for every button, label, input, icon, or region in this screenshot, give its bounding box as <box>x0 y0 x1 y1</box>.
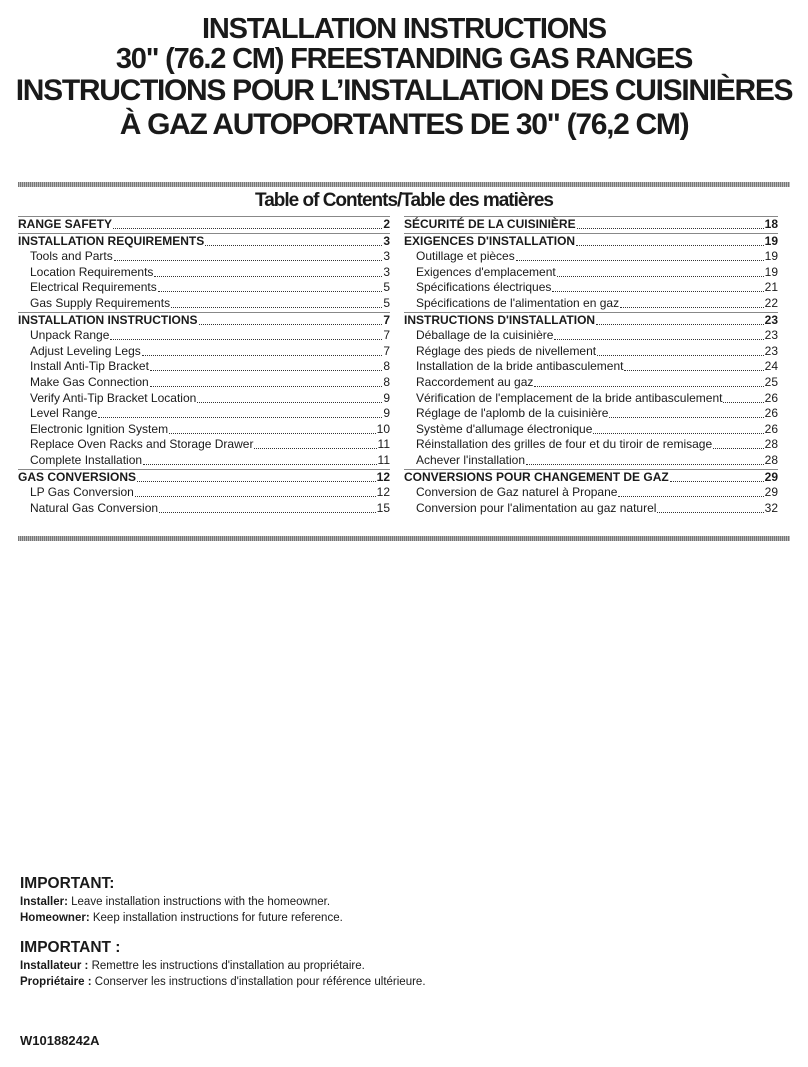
toc-dot-leader <box>158 280 383 292</box>
homeowner-text: Keep installation instructions for future reference. <box>89 912 343 924</box>
toc-dot-leader <box>171 296 382 308</box>
important-notice-english <box>20 874 343 926</box>
toc-entry-label: Level Range <box>30 406 98 421</box>
toc-subsection-entry <box>18 406 390 422</box>
toc-entry-label: Adjust Leveling Legs <box>30 343 141 358</box>
toc-dot-leader <box>713 437 763 449</box>
toc-subsection-entry <box>404 265 778 281</box>
toc-dot-leader <box>137 470 376 482</box>
toc-subsection-entry <box>404 359 778 375</box>
toc-entry-label: Location Requirements <box>30 264 154 279</box>
toc-entry-label: Electrical Requirements <box>30 280 157 295</box>
homeowner-note <box>20 910 343 926</box>
toc-page-number: 10 <box>376 421 390 436</box>
toc-section-entry <box>18 469 390 486</box>
toc-subsection-entry <box>404 406 778 422</box>
toc-column-french <box>404 216 778 516</box>
toc-page-number: 28 <box>764 437 778 452</box>
toc-page-number: 8 <box>383 359 390 374</box>
toc-subsection-entry <box>404 375 778 391</box>
toc-dot-leader <box>205 234 382 246</box>
bottom-divider <box>18 536 790 541</box>
toc-subsection-entry <box>18 391 390 407</box>
important-notice-french <box>20 938 426 990</box>
toc-entry-label: LP Gas Conversion <box>30 485 134 500</box>
toc-entry-label: Tools and Parts <box>30 249 113 264</box>
toc-entry-label: Achever l'installation <box>416 452 526 467</box>
toc-page-number: 2 <box>383 217 390 231</box>
toc-page-number: 26 <box>764 390 778 405</box>
toc-entry-label: CONVERSIONS POUR CHANGEMENT DE GAZ <box>404 469 669 484</box>
toc-dot-leader <box>620 296 764 308</box>
toc-page-number: 7 <box>383 343 390 358</box>
toc-section-entry <box>18 233 390 250</box>
toc-subsection-entry <box>404 422 778 438</box>
toc-subsection-entry <box>18 422 390 438</box>
toc-page-number: 3 <box>383 249 390 264</box>
toc-entry-label: Electronic Ignition System <box>30 421 169 436</box>
homeowner-label: Homeowner: <box>20 912 90 924</box>
toc-subsection-entry <box>404 328 778 344</box>
installer-note <box>20 894 343 910</box>
toc-page-number: 29 <box>764 469 778 484</box>
toc-entry-label: Spécifications de l'alimentation en gaz <box>416 295 620 310</box>
toc-page-number: 25 <box>764 374 778 389</box>
document-id: W10188242A <box>20 1033 100 1048</box>
toc-subsection-entry <box>404 391 778 407</box>
toc-entry-label: Exigences d'emplacement <box>416 264 556 279</box>
toc-page-number: 22 <box>764 295 778 310</box>
toc-page-number: 19 <box>764 264 778 279</box>
toc-dot-leader <box>199 313 383 325</box>
toc-page-number: 18 <box>764 217 778 231</box>
toc-subsection-entry <box>18 280 390 296</box>
toc-entry-label: Verify Anti-Tip Bracket Location <box>30 390 197 405</box>
toc-dot-leader <box>113 217 382 229</box>
toc-entry-label: Réglage de l'aplomb de la cuisinière <box>416 406 609 421</box>
installer-text: Leave installation instructions with the homeowner. <box>67 896 331 908</box>
toc-section-entry <box>404 216 778 233</box>
toc-entry-label: INSTRUCTIONS D'INSTALLATION <box>404 312 596 327</box>
toc-entry-label: Réinstallation des grilles de four et du tiroir de remisage <box>416 437 713 452</box>
toc-dot-leader <box>143 453 376 465</box>
toc-entry-label: Complete Installation <box>30 452 143 467</box>
toc-subsection-entry <box>18 265 390 281</box>
toc-entry-label: Replace Oven Racks and Storage Drawer <box>30 437 254 452</box>
toc-page-number: 9 <box>383 390 390 405</box>
toc-dot-leader <box>618 485 763 497</box>
installateur-note <box>20 958 426 974</box>
toc-section-entry <box>18 312 390 329</box>
toc-dot-leader <box>98 406 382 418</box>
toc-page-number: 5 <box>383 280 390 295</box>
toc-page-number: 3 <box>383 264 390 279</box>
toc-page-number: 12 <box>376 469 390 484</box>
toc-entry-label: Vérification de l'emplacement de la bride antibasculement <box>416 390 723 405</box>
toc-dot-leader <box>114 249 383 261</box>
toc-subsection-entry <box>18 249 390 265</box>
toc-dot-leader <box>150 375 383 387</box>
toc-dot-leader <box>596 313 764 325</box>
toc-entry-label: INSTALLATION INSTRUCTIONS <box>18 312 198 327</box>
toc-entry-label: Gas Supply Requirements <box>30 295 171 310</box>
toc-dot-leader <box>554 328 763 340</box>
toc-subsection-entry <box>18 437 390 453</box>
toc-section-entry <box>404 312 778 329</box>
toc-subsection-entry <box>404 296 778 312</box>
toc-entry-label: Install Anti-Tip Bracket <box>30 359 149 374</box>
toc-subsection-entry <box>18 344 390 360</box>
toc-subsection-entry <box>18 501 390 517</box>
toc-dot-leader <box>577 217 764 229</box>
toc-page-number: 12 <box>376 485 390 500</box>
toc-dot-leader <box>154 265 382 277</box>
top-divider <box>18 182 790 187</box>
toc-section-entry <box>404 469 778 486</box>
toc-page-number: 28 <box>764 452 778 467</box>
toc-page-number: 23 <box>764 343 778 358</box>
toc-entry-label: Réglage des pieds de nivellement <box>416 343 597 358</box>
toc-page-number: 26 <box>764 406 778 421</box>
proprietaire-label: Propriétaire : <box>20 976 92 988</box>
toc-entry-label: Installation de la bride antibasculement <box>416 359 624 374</box>
toc-page-number: 3 <box>383 233 390 248</box>
toc-dot-leader <box>534 375 763 387</box>
toc-dot-leader <box>110 328 382 340</box>
toc-subsection-entry <box>404 280 778 296</box>
toc-page-number: 26 <box>764 421 778 436</box>
toc-dot-leader <box>624 359 763 371</box>
toc-section-entry <box>404 233 778 250</box>
toc-subsection-entry <box>404 344 778 360</box>
title-fr-line1: INSTRUCTIONS POUR L’INSTALLATION DES CUISINIÈRES <box>15 74 793 107</box>
toc-dot-leader <box>142 344 383 356</box>
toc-dot-leader <box>516 249 764 261</box>
toc-entry-label: Raccordement au gaz <box>416 374 534 389</box>
proprietaire-text: Conserver les instructions d'installation pour référence ultérieure. <box>91 976 426 988</box>
important-heading-fr: IMPORTANT : <box>20 939 121 956</box>
toc-subsection-entry <box>404 437 778 453</box>
toc-page-number: 9 <box>383 406 390 421</box>
toc-dot-leader <box>169 422 376 434</box>
toc-page-number: 19 <box>764 249 778 264</box>
toc-entry-label: RANGE SAFETY <box>18 217 113 231</box>
toc-subsection-entry <box>18 328 390 344</box>
toc-page-number: 23 <box>764 328 778 343</box>
toc-subsection-entry <box>18 359 390 375</box>
installer-label: Installer: <box>20 896 68 908</box>
title-en-line2: 30" (76.2 CM) FREESTANDING GAS RANGES <box>115 43 693 75</box>
toc-dot-leader <box>526 453 764 465</box>
toc-subsection-entry <box>18 296 390 312</box>
toc-subsection-entry <box>18 375 390 391</box>
toc-dot-leader <box>150 359 382 371</box>
toc-dot-leader <box>609 406 763 418</box>
important-heading: IMPORTANT: <box>20 875 115 892</box>
toc-page-number: 8 <box>383 374 390 389</box>
toc-entry-label: INSTALLATION REQUIREMENTS <box>18 233 205 248</box>
toc-dot-leader <box>159 501 376 513</box>
toc-dot-leader <box>197 391 382 403</box>
document-title <box>0 14 808 142</box>
toc-entry-label: Système d'allumage électronique <box>416 421 593 436</box>
installateur-label: Installateur : <box>20 960 89 972</box>
toc-subsection-entry <box>404 453 778 469</box>
toc-subsection-entry <box>404 485 778 501</box>
toc-entry-label: Make Gas Connection <box>30 374 149 389</box>
toc-entry-label: Déballage de la cuisinière <box>416 328 554 343</box>
toc-dot-leader <box>254 437 376 449</box>
toc-dot-leader <box>670 470 764 482</box>
toc-entry-label: Spécifications électriques <box>416 280 552 295</box>
toc-page-number: 21 <box>764 280 778 295</box>
toc-entry-label: Outillage et pièces <box>416 249 515 264</box>
installateur-text: Remettre les instructions d'installation au propriétaire. <box>88 960 365 972</box>
toc-heading: Table of Contents/Table des matières <box>255 190 553 211</box>
title-en-line1: INSTALLATION INSTRUCTIONS <box>202 13 606 45</box>
proprietaire-note <box>20 974 426 990</box>
toc-page-number: 7 <box>383 312 390 327</box>
toc-page-number: 23 <box>764 312 778 327</box>
toc-page-number: 11 <box>377 437 390 452</box>
toc-subsection-entry <box>404 249 778 265</box>
toc-page-number: 32 <box>764 500 778 515</box>
toc-column-english <box>18 216 390 516</box>
toc-dot-leader <box>552 280 763 292</box>
toc-subsection-entry <box>18 485 390 501</box>
toc-page-number: 24 <box>764 359 778 374</box>
title-fr-line2: À GAZ AUTOPORTANTES DE 30" (76,2 CM) <box>119 108 689 141</box>
toc-dot-leader <box>597 344 764 356</box>
toc-dot-leader <box>576 234 764 246</box>
toc-entry-label: GAS CONVERSIONS <box>18 469 137 484</box>
toc-entry-label: Unpack Range <box>30 328 110 343</box>
toc-entry-label: Conversion pour l'alimentation au gaz naturel <box>416 500 657 515</box>
toc-page-number: 19 <box>764 233 778 248</box>
toc-page-number: 15 <box>376 500 390 515</box>
toc-dot-leader <box>657 501 763 513</box>
toc-entry-label: Conversion de Gaz naturel à Propane <box>416 485 618 500</box>
toc-dot-leader <box>135 485 376 497</box>
toc-dot-leader <box>723 391 763 403</box>
toc-entry-label: EXIGENCES D'INSTALLATION <box>404 233 576 248</box>
toc-page-number: 7 <box>383 328 390 343</box>
toc-entry-label: SÉCURITÉ DE LA CUISINIÈRE <box>404 217 576 231</box>
toc-subsection-entry <box>18 453 390 469</box>
toc-page-number: 5 <box>383 295 390 310</box>
toc-dot-leader <box>593 422 763 434</box>
toc-entry-label: Natural Gas Conversion <box>30 500 159 515</box>
toc-page-number: 11 <box>377 452 390 467</box>
toc-dot-leader <box>557 265 764 277</box>
toc-page-number: 29 <box>764 485 778 500</box>
toc-section-entry <box>18 216 390 233</box>
toc-subsection-entry <box>404 501 778 517</box>
